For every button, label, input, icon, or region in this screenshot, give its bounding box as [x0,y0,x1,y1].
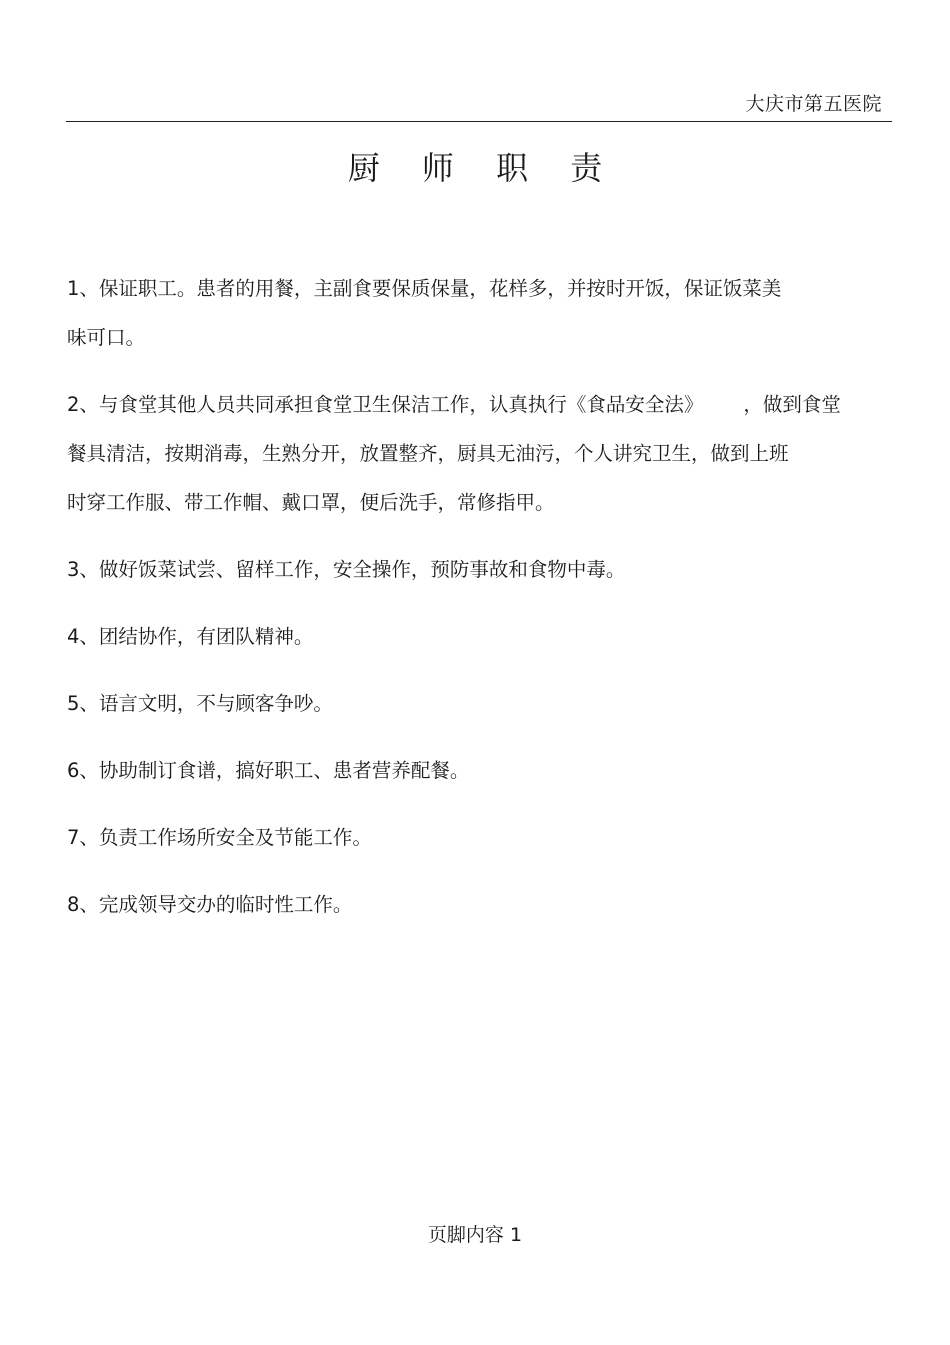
page-footer: 页脚内容 1 [427,1224,523,1246]
duty-item-line: 1、保证职工。患者的用餐，主副食要保质保量，花样多，并按时开饭，保证饭菜美 [67,277,782,300]
duty-item-4 [67,612,897,661]
duty-item-8 [67,880,897,929]
duty-item-line: 时穿工作服、带工作帽、戴口罩，便后洗手，常修指甲。 [67,491,555,514]
duty-item-line: 7、负责工作场所安全及节能工作。 [67,826,372,849]
page-title: 厨 师 职 责 [347,149,619,187]
duty-list [67,264,897,947]
duty-item-line: 8、完成领导交办的临时性工作。 [67,893,353,916]
duty-item-line: 6、协助制订食谱，搞好职工、患者营养配餐。 [67,759,470,782]
duty-item-line: 味可口。 [67,326,146,349]
duty-item-line [67,380,897,429]
duty-item-1 [67,264,897,362]
duty-item-3 [67,545,897,594]
duty-item-6 [67,746,897,795]
duty-item-7 [67,813,897,862]
duty-item-line: 餐具清洁，按期消毒，生熟分开，放置整齐，厨具无油污，个人讲究卫生，做到上班 [67,442,789,465]
duty-item-line: 4、团结协作，有团队精神。 [67,625,314,648]
header-divider [66,121,892,122]
duty-item-5 [67,679,897,728]
duty-item-2 [67,380,897,527]
duty-item-text: 2、与食堂其他人员共同承担食堂卫生保洁工作，认真执行《食品安全法》 [67,393,704,416]
header-organization: 大庆市第五医院 [745,93,882,115]
duty-item-text: ，做到食堂 [743,393,841,416]
duty-item-line: 3、做好饭菜试尝、留样工作，安全操作，预防事故和食物中毒。 [67,558,626,581]
duty-item-line: 5、语言文明，不与顾客争吵。 [67,692,333,715]
